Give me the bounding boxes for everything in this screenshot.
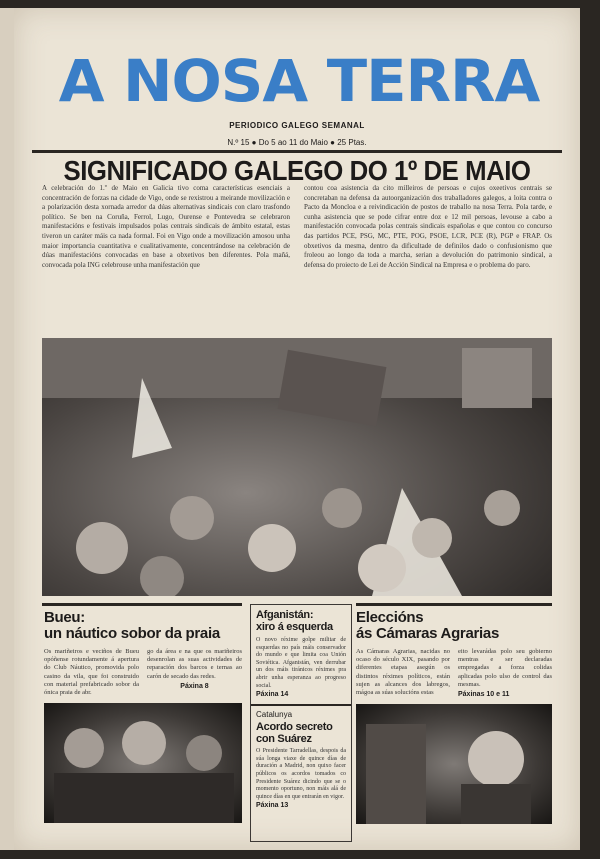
bueu-text-2: go da área e na que os mariñeiros desenrolan as suas actividades de reparación dos barcos e ternas ao carón de secado das redes. <box>147 648 242 680</box>
afganistan-title: xiro á esquerda <box>256 621 333 633</box>
bueu-photo-illustration <box>44 703 242 823</box>
afganistan-text: O novo réxime golpe militar de esquerdas no país máis conservador do mundo e que limita coa Unión Soviética. Afganistán, ven derrubar un dos máis tiránicos réximes pra abrir unha esperanza ao progreso social. <box>256 637 346 689</box>
lead-column-2: contou coa asistencia da cito milleiros de persoas e cujos oxeetivos centrais se concretaban na defensa da autoorganización dos traballadores galegos, a loita contra o Pacto da Moncloa e a reivindicación de postos de traballo na nosa Terra. Pola tarde, e cunha asistencia que se pode cifrar entre doz e 12 mil persoas, levouse a cabo a manifestación convocada polas centrais sindicais españolas e que contou co concurso das partidos PCE, PSG, MC, PTE, POG, PSOE, LCR, PCE (R), PGP e FRAP. Os obxetivos da mesma, dentro da dificultade de definilos dado o confusionismo que froleou ao longo da toda a marcha, serian a devolución do patrimonio sindical, a defensa do proiecto de Lei de Acción Sindical na Empresa e o problema do paro. <box>304 184 552 269</box>
catalunya-title: Acordo secreto con Suárez <box>256 721 333 746</box>
bueu-photo <box>44 703 242 823</box>
page-spine <box>0 8 14 850</box>
bueu-title: un náutico sobor da praia <box>44 625 220 642</box>
issue-line: N.º 15 ● Do 5 ao 11 do Maio ● 25 Ptas. <box>227 138 367 147</box>
afganistan-page-ref: Páxina 14 <box>256 691 289 699</box>
bueu-page-ref: Páxina 8 <box>180 682 209 690</box>
sidebar-box <box>250 604 352 842</box>
bueu-text-1: Os mariñeiros e veciños de Bueu opóñense rotundamente á apertura do Club Náutico, promovida polo casino da vila, que foi construido con material prefabricado sobor da ónica praia de abr. <box>44 648 139 697</box>
eleccions-title-line1: Eleccións <box>356 609 424 626</box>
afganistan-kicker: Afganistán: <box>256 609 314 621</box>
eleccions-rule <box>356 603 552 606</box>
eleccions-text-2: eito levarádas polo seu gobierno mentras e ser declaradas empregadas a forza colidas aplicadas polo ulso de control das mesmas. <box>458 648 552 688</box>
header-rule <box>32 150 562 153</box>
sidebar-divider <box>251 704 351 706</box>
lead-body <box>42 184 552 270</box>
story-bueu <box>44 610 242 823</box>
story-eleccions <box>356 610 552 824</box>
lead-headline: SIGNIFICADO GALEGO DO 1º DE MAIO <box>63 155 531 186</box>
bueu-rule <box>42 603 242 606</box>
lead-column-1: A celebración do 1.º de Maio en Galicia tivo coma características esenciais a concentración de forzas na cidade de Vigo, onde se rexistrou a meirande movilización e a polarización desta xornada arredor da dúas alternativas sindicais con claro trasfondo político. Se ben na Coruña, Ferrol, Lugo, Ourense e Pontevedra se celebraron manifestacións e festivais impulsados polas centrais sindicais de ámbito estatal, estas tiveron un caráter máis ca nada formal. Foi en Vigo onde a movilización amosou unha maior importancia cuantitativa e cualitativamente, concentrándose na celebración de dúas manifestacións convocadas en base a obxetivos ben diferentes. Pola mañá, convocada pola ING celebrouse unha manifestación que <box>42 184 290 269</box>
eleccions-photo <box>356 704 552 824</box>
main-photo-crowd <box>42 338 552 596</box>
masthead-title: A NOSA TERRA <box>58 47 540 115</box>
catalunya-section: Catalunya <box>256 710 293 720</box>
eleccions-page-ref: Páxinas 10 e 11 <box>458 691 510 699</box>
catalunya-page-ref: Páxina 13 <box>256 802 289 810</box>
eleccions-title-line2: ás Cámaras Agrarias <box>356 625 500 642</box>
crowd-photo-illustration <box>42 338 552 596</box>
catalunya-text: O Presidente Tarradellas, despois da súa longa viaxe de quince días de duración a Madrid, non quixo facer públicos os acordos tomados co Presidente Suárez dicindo que se o momento oportuno, non máis alá de quince días en que entrarán en vigor. <box>256 748 346 800</box>
newspaper-page <box>14 8 580 850</box>
eleccions-text-1: As Cámaras Agrarias, nacidas no ocaso do século XIX, pasando por diferentes etapas asegún os distintos réximes políticos, están sujen as alcances dos labregos, mágoa as súas solucións estas <box>356 648 450 697</box>
eleccions-photo-illustration <box>356 704 552 824</box>
bueu-kicker: Bueu: <box>44 609 85 626</box>
masthead-subtitle: PERIODICO GALEGO SEMANAL <box>229 121 365 130</box>
